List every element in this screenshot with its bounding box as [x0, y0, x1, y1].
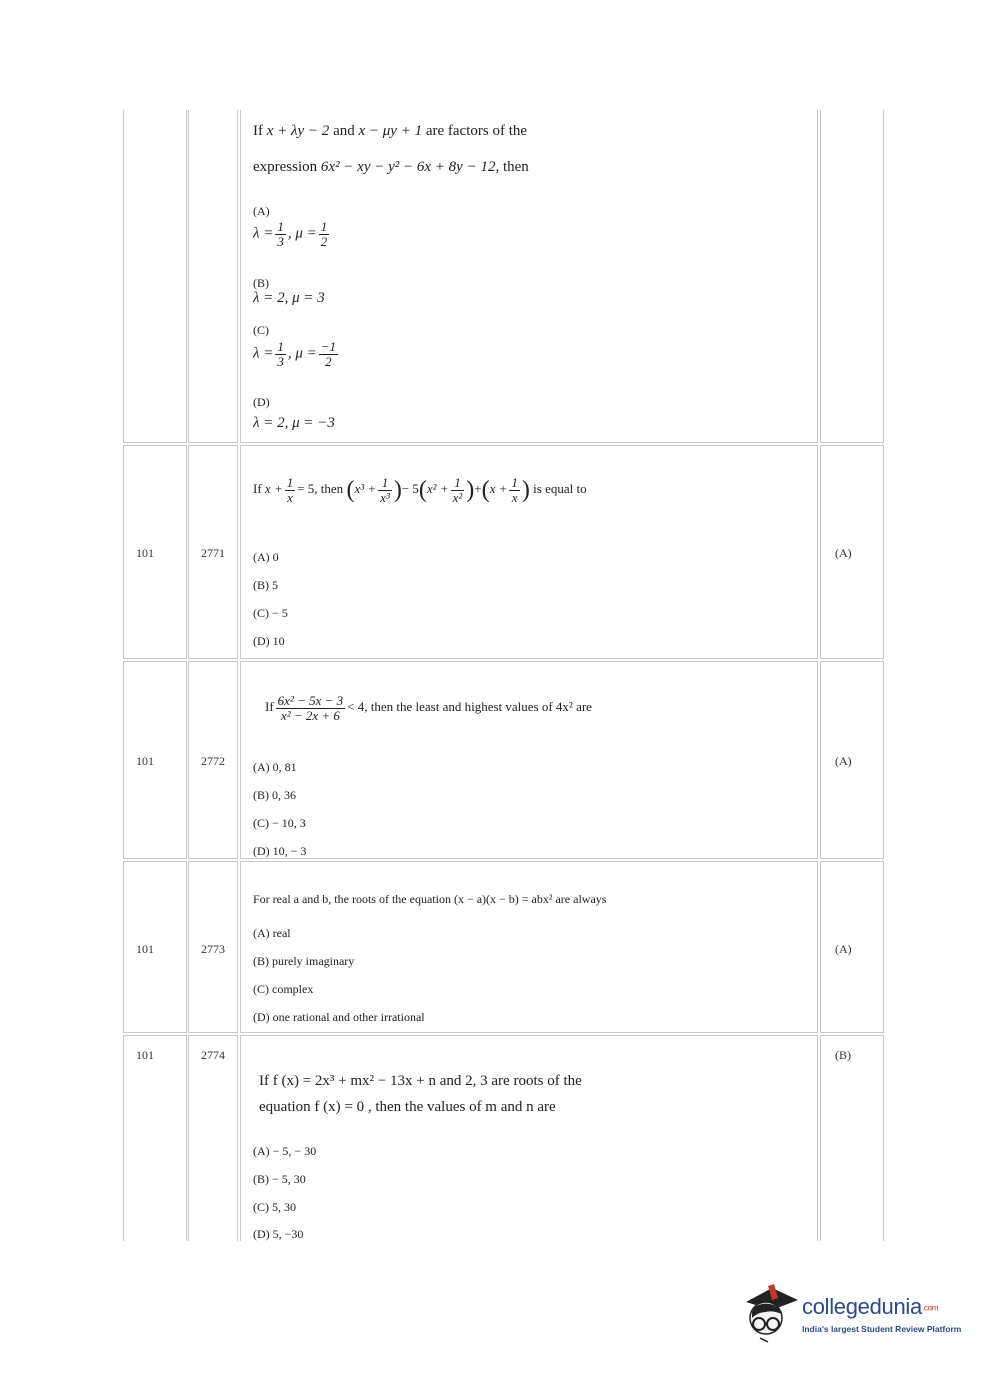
collegedunia-logo	[742, 1282, 982, 1352]
answer-key: (A)	[835, 546, 852, 560]
option-b: (B) − 5, 30	[253, 1172, 306, 1186]
question-text: If x + λy − 2 and x − μy + 1 are factors of the	[253, 123, 528, 139]
option-d: (D) 10	[253, 634, 285, 648]
option-c: (C) − 10, 3	[253, 816, 306, 830]
subject-code: 101	[136, 546, 154, 560]
option-d: λ = 2, μ = −3	[253, 415, 335, 431]
question-text: If x + $\frac{1}{x}$ = 5, then (x³ + $\frac{1}{\text{x³}}$ )− 5(x² + $\frac{1}{\text{x²}}$ )+(x + $\frac{1}{x}$ ) is equal to	[253, 475, 587, 505]
option-a: (A) 0	[253, 550, 279, 564]
question-id: 2772	[201, 754, 225, 768]
option-a: (A) − 5, − 30	[253, 1144, 317, 1158]
option-label: (D)	[253, 395, 270, 409]
option-label: (C)	[253, 323, 269, 337]
option-c: λ = $\frac{1}{3}$ , μ = $\frac{-1}{2}$	[253, 339, 337, 369]
table-row	[122, 445, 885, 659]
brand-tagline: India's largest Student Review Platform	[802, 1324, 962, 1334]
question-cell	[240, 110, 818, 443]
option-c: (C) − 5	[253, 606, 288, 620]
option-b: (B) 0, 36	[253, 788, 296, 802]
subject-code: 101	[136, 942, 154, 956]
table-row	[122, 1035, 885, 1241]
option-c: (C) 5, 30	[253, 1200, 296, 1214]
question-text-line2: equation f (x) = 0 , then the values of m and n are	[259, 1099, 556, 1115]
table-row	[122, 861, 885, 1033]
question-id: 2771	[201, 546, 225, 560]
question-text: If $\frac{\text{6x² − 5x − 3}}{\text{x² − 2x + 6}}$ < 4, then the least and highest values of 4x² are	[265, 693, 592, 723]
option-d: (D) 10, − 3	[253, 844, 307, 858]
option-d: (D) one rational and other irrational	[253, 1010, 425, 1024]
question-text: If f (x) = 2x³ + mx² − 13x + n and 2, 3 are roots of the	[259, 1073, 582, 1089]
subject-code: 101	[136, 1048, 154, 1062]
option-b: (B) 5	[253, 578, 278, 592]
question-text-line2: expression 6x² − xy − y² − 6x + 8y − 12, then	[253, 159, 529, 175]
option-b: (B) purely imaginary	[253, 954, 355, 968]
subject-code: 101	[136, 754, 154, 768]
question-cell	[240, 661, 818, 859]
question-cell	[240, 861, 818, 1033]
answer-key: (A)	[835, 942, 852, 956]
table-row	[122, 661, 885, 859]
option-label: (B)	[253, 276, 269, 290]
question-id: 2774	[201, 1048, 225, 1062]
brand-name: collegedunia.com	[802, 1294, 939, 1319]
option-label: (A)	[253, 204, 270, 218]
question-cell	[240, 445, 818, 659]
option-d: (D) 5, −30	[253, 1227, 304, 1241]
option-a: λ = $\frac{1}{3}$ , μ = $\frac{1}{2}$	[253, 219, 328, 249]
question-cell	[240, 1035, 818, 1241]
question-id: 2773	[201, 942, 225, 956]
answer-key: (A)	[835, 754, 852, 768]
option-a: (A) 0, 81	[253, 760, 297, 774]
mascot-icon	[742, 1282, 800, 1352]
table-row	[122, 110, 885, 443]
option-c: (C) complex	[253, 982, 314, 996]
option-a: (A) real	[253, 926, 291, 940]
answer-key: (B)	[835, 1048, 851, 1062]
option-b: λ = 2, μ = 3	[253, 290, 325, 306]
question-text: For real a and b, the roots of the equation (x − a)(x − b) = abx² are always	[253, 892, 607, 906]
